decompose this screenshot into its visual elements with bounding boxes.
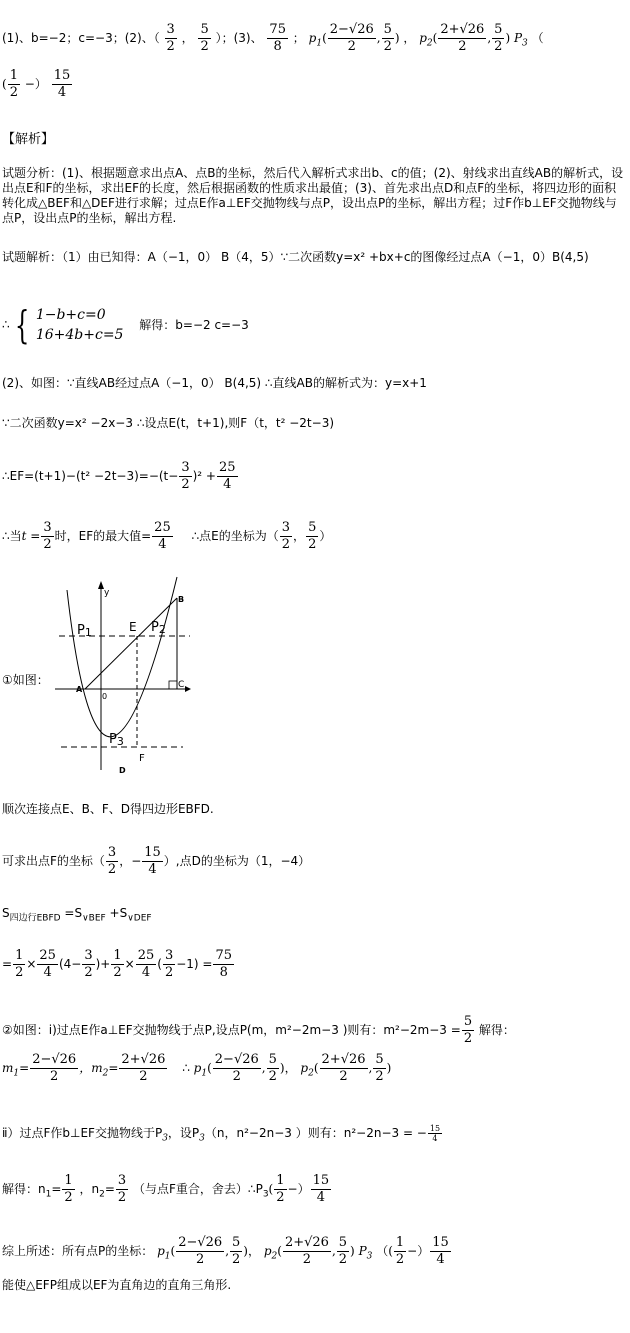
label-o: 0	[102, 692, 108, 701]
eq1: 1−b+c=0	[35, 307, 106, 323]
conclusion-end: 能使△EFP组成以EF为直角边的直角三角形.	[2, 1278, 232, 1292]
therefore-symbol: ∴	[2, 317, 10, 332]
part-iii-line: ⅱ）过点F作b⊥EF交抛物线于$P_3$，设$P_3(n$，n²−2n−3 ）则有：n²−2n−3 = − $\frac{15}{4}$	[2, 1124, 441, 1144]
area-line: $S_{四边行EBFD} =S_{\vee BEF} +S_{\vee DEF}$	[2, 906, 152, 924]
section-heading: 【解析】	[2, 132, 55, 147]
label-a: A	[76, 685, 83, 694]
label-p1: P1	[77, 623, 92, 639]
frac-p2-x: $\frac{2+√26}{2}$	[440, 22, 485, 54]
equation-system: ∴ { 1−b+c=0 16+4b+c=5 解得：b=−2 c=−3	[2, 303, 249, 347]
part2-line: (2)、如图：∵直线AB经过点A（−1，0） B(4,5) ∴直线AB的解析式为：y=x+1	[2, 376, 427, 390]
parabola-figure	[55, 575, 195, 775]
answer-line-2: ( $\frac{1}{2}$ −） $\frac{15}{4}$	[2, 68, 71, 100]
answer-part2-close: ）；(3)、	[215, 31, 263, 45]
right-angle-mark	[169, 681, 177, 689]
label-c: C	[178, 680, 185, 690]
label-f: F	[139, 753, 145, 764]
solution-intro: 试题解析：（1）由已知得：A（−1，0） B（4，5）∵二次函数y=x² +bx+c的图像经过点A（−1，0）B(4,5)	[2, 250, 589, 264]
quad-line: 顺次连接点E、B、F、D得四边形EBFD.	[2, 802, 214, 816]
open-paren: （	[531, 31, 544, 45]
frac-3-2: $\frac{3}{2}$	[166, 22, 175, 54]
comma: ，	[181, 31, 194, 45]
part-ii-line: ②如图：ⅰ)过点E作a⊥EF交抛物线于点P,设点P(m，m²−2m−3 )则有：m²−2m−3 = $\frac{5}{2}$ 解得：	[2, 1014, 515, 1046]
answer-part1: (1)、b=−2；c=−3；(2)、（	[2, 31, 160, 45]
n-solutions: 解得：$n_1=$ $\frac{1}{2}$ ，$n_2=$ $\frac{3}{2}$ （与点F重合，舍去）$\therefore P_3$( $\frac{1}{2}$ −） $\frac{15}{4}$	[2, 1173, 330, 1205]
label-p3: P3	[109, 732, 124, 748]
part2-line2: ∵二次函数y=x² −2x−3 ∴设点E(t，t+1),则F（t，t² −2t−3)	[2, 416, 335, 430]
frac-p1-x: $\frac{2-√26}{2}$	[329, 22, 374, 54]
m-solutions: $m_1=$ $\frac{2-√26}{2}$ ，$m_2=$ $\frac{2+√26}{2}$ ∴ $p_1$( $\frac{2-√26}{2}$ , $\frac{5}{2}$ )， $p_2$( $\frac{2+√26}{2}$ , $\frac{5}{2}$ )	[2, 1052, 392, 1084]
p3-symbol: $P_3$	[513, 31, 528, 49]
label-e: E	[129, 620, 137, 634]
parabola-curve	[67, 577, 177, 737]
comma: ，	[403, 31, 416, 45]
analysis-text: 试题分析：(1)、根据题意求出点A、点B的坐标，然后代入解析式求出b、c的值；(2)、射线求出直线AB的解析式，设出点E和F的坐标，求出EF的长度，然后根据函数的性质求出最值；(3)、首先求出点D和点F的坐标，将四边形的面积转化成△BEF和△DEF进行求解；过点E作a⊥EF交抛物线与点P，设出点P的坐标，解出方程；过F作b⊥EF交抛物线与点P，设出点P的坐标，解出方程.	[2, 166, 624, 225]
frac-25-4: $\frac{25}{4}$	[218, 460, 236, 492]
eq2: 16+4b+c=5	[35, 327, 124, 343]
label-d: D	[119, 766, 126, 775]
p2-symbol: $p_2$	[419, 31, 433, 49]
frac-15-4: $\frac{15}{4}$	[53, 68, 71, 100]
max-line: ∴当t = $\frac{3}{2}$ 时，EF的最大值= $\frac{25}{4}$ ∴点E的坐标为（ $\frac{3}{2}$ ， $\frac{5}{2}$ ）	[2, 520, 332, 552]
x-axis-arrow	[185, 686, 191, 692]
frac-5-2: $\frac{5}{2}$	[200, 22, 209, 54]
p1-symbol: $p_1$	[308, 31, 323, 49]
frac-3-2: $\frac{3}{2}$	[181, 460, 190, 492]
f-coordinate-line: 可求出点F的坐标（ $\frac{3}{2}$ ，− $\frac{15}{4}$ ）,点D的坐标为（1，−4）	[2, 845, 311, 877]
semicolon: ；	[292, 31, 305, 45]
label-p2: P2	[151, 620, 166, 636]
answer-line2-rest: −）	[24, 77, 47, 91]
answer-line-1: (1)、b=−2；c=−3；(2)、（ $\frac{3}{2}$ ， $\frac{5}{2}$ ）；(3)、 $\frac{75}{8}$ ； $p_1$( $\frac{2-√26}{2}$ , $\frac{5}{2}$ ) ， $p_2$( $\frac{2+√26}{2}$ , $\frac{5}{2}$ ) $P_3$ （	[2, 22, 544, 54]
frac-1-2: $\frac{1}{2}$	[9, 68, 18, 100]
frac-p1-y: $\frac{5}{2}$	[383, 22, 392, 54]
figure-caption: ①如图：	[2, 673, 49, 687]
ef-expression: ∴EF=(t+1)−(t² −2t−3)=−(t− $\frac{3}{2}$ )² + $\frac{25}{4}$	[2, 460, 236, 492]
conclusion-line: 综上所述：所有点P的坐标： $p_1$( $\frac{2-√26}{2}$ , $\frac{5}{2}$ )， $p_2$( $\frac{2+√26}{2}$ , $\frac{5}{2}$ ) $P_3$ （( $\frac{1}{2}$ −） $\frac{15}{4}$	[2, 1235, 449, 1267]
area-calc: = $\frac{1}{2}$ × $\frac{25}{4}$ (4− $\frac{3}{2}$ )+ $\frac{1}{2}$ × $\frac{25}{4}$ ( $\frac{3}{2}$ −1) = $\frac{75}{8}$	[2, 948, 233, 980]
label-y: y	[104, 588, 110, 598]
frac-75-8: $\frac{75}{8}$	[269, 22, 286, 54]
system-result: 解得：b=−2 c=−3	[139, 317, 249, 332]
line-ab	[85, 598, 177, 689]
frac-p2-y: $\frac{5}{2}$	[494, 22, 503, 54]
label-b: B	[178, 595, 185, 604]
